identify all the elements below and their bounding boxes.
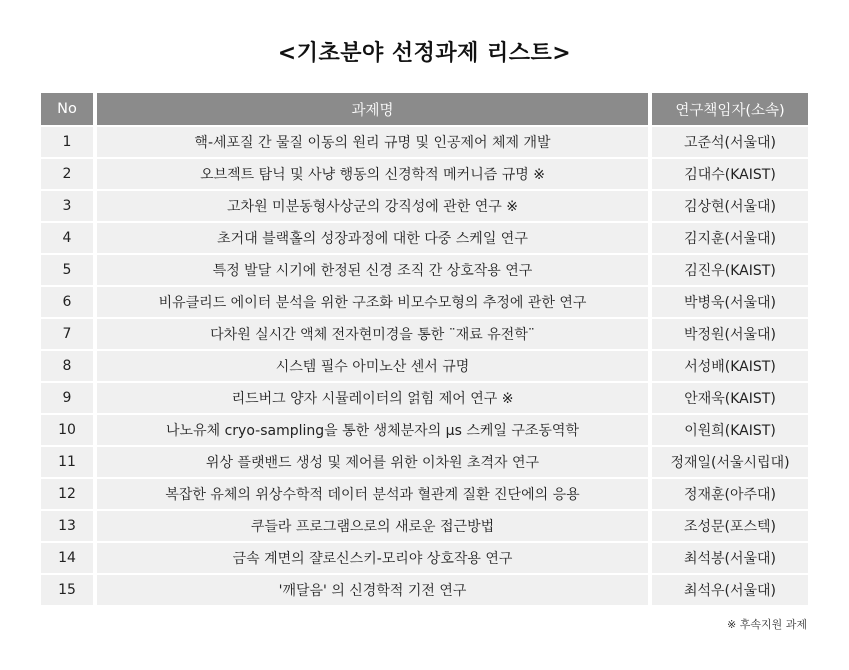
row-title: 비유클리드 에이터 분석을 위한 구조화 비모수모형의 추정에 관한 연구 [97,287,648,317]
table-row [41,127,808,157]
table-row [41,543,808,573]
row-pi: 정재훈(아주대) [652,479,808,509]
row-title: 복잡한 유체의 위상수학적 데이터 분석과 혈관계 질환 진단에의 응용 [97,479,648,509]
row-pi: 김상현(서울대) [652,191,808,221]
row-no: 10 [41,415,93,445]
row-title: 고차원 미분동형사상군의 강직성에 관한 연구 ※ [97,191,648,221]
table-body [41,127,808,605]
row-no: 15 [41,575,93,605]
table-row [41,383,808,413]
table-row [41,415,808,445]
table-row [41,319,808,349]
header-no: No [41,93,93,125]
row-pi: 김대수(KAIST) [652,159,808,189]
row-no: 4 [41,223,93,253]
row-no: 6 [41,287,93,317]
row-pi: 고준석(서울대) [652,127,808,157]
table-row [41,575,808,605]
row-no: 5 [41,255,93,285]
table-row [41,479,808,509]
row-title: 리드버그 양자 시뮬레이터의 얽힘 제어 연구 ※ [97,383,648,413]
row-pi: 이원희(KAIST) [652,415,808,445]
row-no: 2 [41,159,93,189]
row-pi: 최석봉(서울대) [652,543,808,573]
table-row [41,447,808,477]
row-pi: 안재욱(KAIST) [652,383,808,413]
row-title: 쿠들라 프로그램으로의 새로운 접근방법 [97,511,648,541]
row-title: 오브젝트 탐닉 및 사냥 행동의 신경학적 메커니즘 규명 ※ [97,159,648,189]
table-row [41,511,808,541]
row-pi: 박정원(서울대) [652,319,808,349]
row-pi: 서성배(KAIST) [652,351,808,381]
row-title: 핵-세포질 간 물질 이동의 원리 규명 및 인공제어 체제 개발 [97,127,648,157]
row-pi: 박병욱(서울대) [652,287,808,317]
row-title: 특정 발달 시기에 한정된 신경 조직 간 상호작용 연구 [97,255,648,285]
row-no: 8 [41,351,93,381]
table-row [41,287,808,317]
row-no: 13 [41,511,93,541]
table-row [41,191,808,221]
row-title: 위상 플랫밴드 생성 및 제어를 위한 이차원 초격자 연구 [97,447,648,477]
row-pi: 최석우(서울대) [652,575,808,605]
row-pi: 김지훈(서울대) [652,223,808,253]
row-pi: 김진우(KAIST) [652,255,808,285]
table-row [41,255,808,285]
header-title: 과제명 [97,93,648,125]
table-row [41,351,808,381]
row-title: 다차원 실시간 액체 전자현미경을 통한 ¨재료 유전학¨ [97,319,648,349]
row-title: 초거대 블랙홀의 성장과정에 대한 다중 스케일 연구 [97,223,648,253]
page-title: <기초분야 선정과제 리스트> [277,41,572,66]
project-table [41,91,808,607]
table-row [41,223,808,253]
footnote: ※ 후속지원 과제 [727,618,807,631]
row-title: 나노유체 cryo-sampling을 통한 생체분자의 μs 스케일 구조동역학 [97,415,648,445]
row-no: 12 [41,479,93,509]
header-pi: 연구책임자(소속) [652,93,808,125]
row-title: 시스템 필수 아미노산 센서 규명 [97,351,648,381]
table-row [41,159,808,189]
row-pi: 정재일(서울시립대) [652,447,808,477]
row-no: 7 [41,319,93,349]
row-title: 금속 계면의 쟐로신스키-모리야 상호작용 연구 [97,543,648,573]
table-header-row [41,93,808,125]
row-no: 1 [41,127,93,157]
row-no: 3 [41,191,93,221]
row-no: 9 [41,383,93,413]
row-no: 14 [41,543,93,573]
row-no: 11 [41,447,93,477]
row-title: '깨달음' 의 신경학적 기전 연구 [97,575,648,605]
row-pi: 조성문(포스텍) [652,511,808,541]
